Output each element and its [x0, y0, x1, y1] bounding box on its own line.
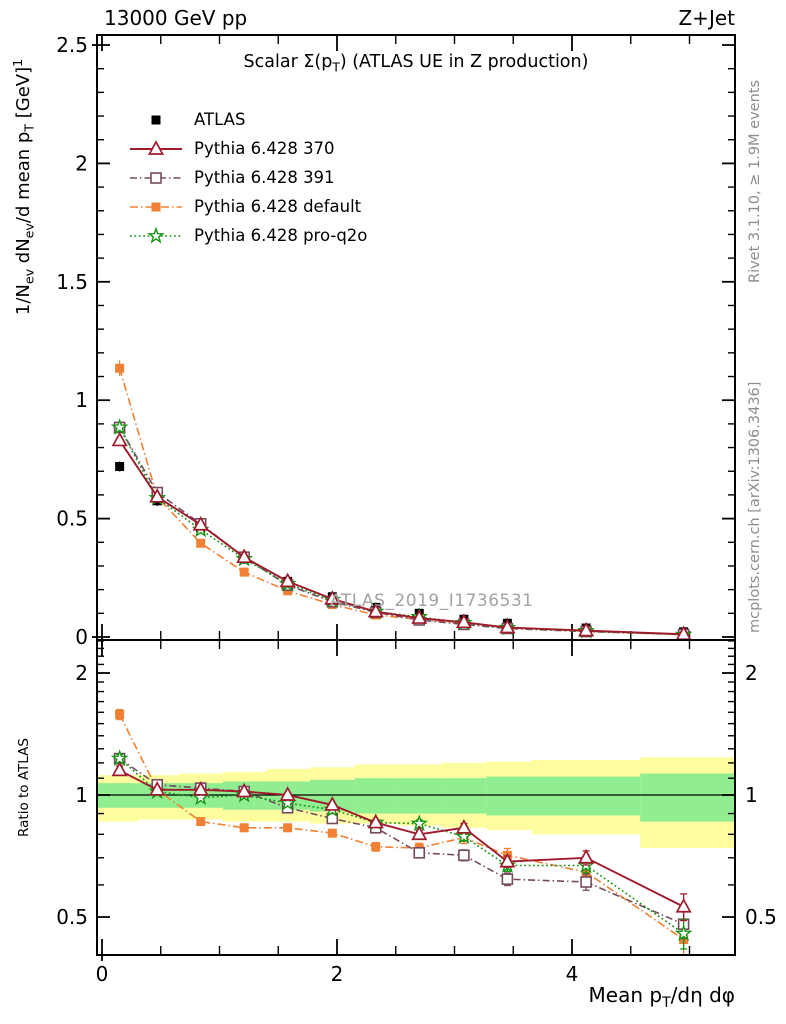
svg-text:2: 2 — [75, 151, 88, 176]
xlabel-part: /dη dφ — [670, 983, 735, 1007]
xlabel-sub: T — [662, 995, 671, 1011]
beam-energy-label: 13000 GeV pp — [104, 6, 248, 30]
process-label: Z+Jet — [678, 6, 735, 30]
plot-title — [97, 52, 735, 75]
green-band-segment — [442, 778, 487, 813]
analysis-id-watermark: ATLAS_2019_I1736531 — [330, 591, 534, 611]
y-axis-label-ratio: Ratio to ATLAS — [16, 738, 32, 837]
ylabel-sub: ev — [21, 223, 37, 239]
legend-marker-atlas-icon — [128, 110, 184, 130]
svg-text:1.5: 1.5 — [56, 269, 88, 294]
green-band-segment — [640, 773, 735, 821]
legend-item-pythia-default — [128, 192, 367, 221]
legend-label: ATLAS — [194, 110, 246, 129]
rivet-version-label: Rivet 3.1.10, ≥ 1.9M events — [747, 79, 763, 283]
ylabel-sup: 1 — [10, 58, 25, 67]
ylabel-part: [GeV] — [13, 66, 34, 124]
svg-text:2.5: 2.5 — [56, 33, 88, 57]
legend-label: Pythia 6.428 370 — [194, 139, 335, 158]
legend-label: Pythia 6.428 391 — [194, 168, 335, 187]
svg-text:4: 4 — [565, 962, 579, 986]
y-axis-label-main — [10, 22, 37, 352]
green-band-segment — [486, 777, 532, 816]
legend-item-pythia-proq2o — [128, 221, 367, 250]
green-band-segment — [355, 778, 398, 813]
ylabel-sub: ev — [21, 268, 37, 285]
ratio-series — [113, 710, 691, 961]
legend-item-pythia-391 — [128, 163, 367, 192]
ylabel-part: dN — [13, 238, 34, 269]
svg-text:2: 2 — [745, 661, 758, 685]
legend-marker-star-icon — [128, 226, 184, 246]
legend-marker-filled-square-icon — [128, 197, 184, 217]
legend-label: Pythia 6.428 pro-q2o — [194, 226, 368, 245]
mcplots-reference-label: mcplots.cern.ch [arXiv:1306.3436] — [747, 381, 763, 633]
plot-title-post: ) (ATLAS UE in Z production) — [339, 52, 589, 72]
svg-text:1: 1 — [745, 783, 758, 807]
svg-text:2: 2 — [330, 962, 344, 986]
ylabel-part: 1/N — [13, 284, 34, 316]
legend-marker-open-square-icon — [128, 168, 184, 188]
svg-text:0: 0 — [75, 625, 88, 649]
svg-text:1: 1 — [75, 388, 88, 413]
svg-text:2: 2 — [75, 661, 88, 685]
plot-title-sub: T — [332, 60, 340, 75]
x-axis-label — [395, 983, 735, 1011]
svg-text:0.5: 0.5 — [56, 506, 88, 531]
legend-item-atlas — [128, 105, 367, 134]
svg-text:0.5: 0.5 — [745, 905, 777, 929]
ylabel-part: /d mean p — [13, 131, 34, 224]
legend-label: Pythia 6.428 default — [194, 197, 362, 216]
svg-text:1: 1 — [75, 783, 88, 807]
legend-marker-triangle-icon — [128, 139, 184, 159]
green-band-segment — [398, 778, 441, 813]
legend-item-pythia-370 — [128, 134, 367, 163]
svg-text:0.5: 0.5 — [56, 905, 88, 929]
legend — [128, 105, 367, 250]
ylabel-sub: T — [21, 124, 37, 132]
svg-text:0: 0 — [95, 962, 109, 986]
plot-title-text: Scalar Σ(p — [243, 52, 333, 72]
xlabel-part: Mean p — [588, 983, 663, 1007]
green-band-segment — [532, 777, 640, 816]
